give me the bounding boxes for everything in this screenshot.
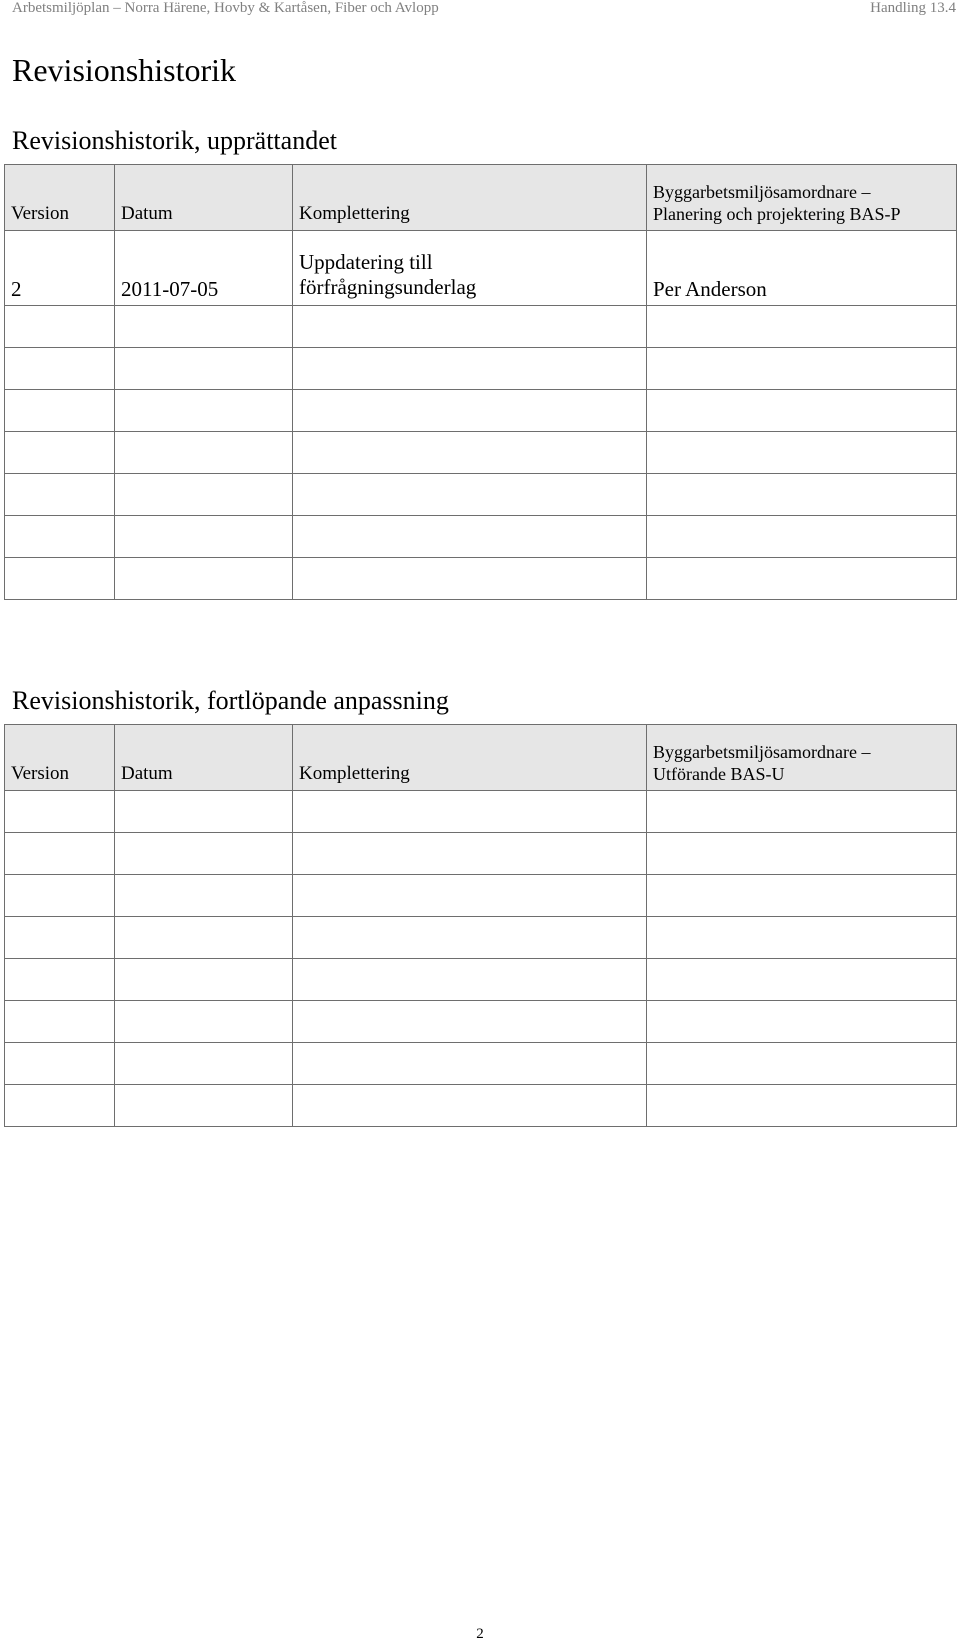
empty-cell	[5, 1001, 115, 1043]
empty-cell	[5, 917, 115, 959]
table-row-empty	[5, 833, 957, 875]
empty-cell	[293, 558, 647, 600]
empty-cell	[115, 348, 293, 390]
column-header-bas-p	[647, 165, 957, 231]
table-row-empty	[5, 791, 957, 833]
table-row-empty	[5, 959, 957, 1001]
table-row-empty	[5, 306, 957, 348]
empty-cell	[293, 833, 647, 875]
empty-cell	[647, 1085, 957, 1127]
empty-cell	[115, 1001, 293, 1043]
empty-cell	[293, 348, 647, 390]
section-title-upprattandet: Revisionshistorik, upprättandet	[12, 126, 337, 155]
empty-cell	[115, 917, 293, 959]
cell-komplettering	[293, 231, 647, 306]
column-header-bas-line1: Byggarbetsmiljösamordnare –	[653, 182, 871, 202]
empty-cell	[293, 432, 647, 474]
table-row-empty	[5, 1085, 957, 1127]
page-number: 2	[476, 1626, 484, 1642]
empty-cell	[115, 791, 293, 833]
table-row-empty	[5, 1043, 957, 1085]
empty-cell	[647, 917, 957, 959]
table-row	[5, 231, 957, 306]
header-document-title: Arbetsmiljöplan – Norra Härene, Hovby & Kartåsen, Fiber och Avlopp	[12, 0, 439, 16]
empty-cell	[5, 558, 115, 600]
empty-cell	[5, 791, 115, 833]
empty-cell	[647, 875, 957, 917]
empty-cell	[5, 959, 115, 1001]
empty-cell	[115, 516, 293, 558]
table-row-empty	[5, 558, 957, 600]
empty-cell	[5, 516, 115, 558]
empty-cell	[5, 1085, 115, 1127]
table-row-empty	[5, 348, 957, 390]
column-header-bas-line2: Planering och projektering BAS-P	[653, 204, 901, 224]
column-header-bas-line2: Utförande BAS-U	[653, 764, 785, 784]
empty-cell	[293, 959, 647, 1001]
empty-cell	[115, 390, 293, 432]
empty-cell	[5, 390, 115, 432]
page-title: Revisionshistorik	[12, 52, 237, 88]
empty-cell	[293, 516, 647, 558]
empty-cell	[293, 306, 647, 348]
empty-cell	[115, 833, 293, 875]
table-header-row	[5, 725, 957, 791]
empty-cell	[293, 1043, 647, 1085]
cell-version: 2	[5, 231, 115, 306]
revision-table-upprattandet	[4, 164, 957, 600]
empty-cell	[647, 959, 957, 1001]
header-document-number: Handling 13.4	[870, 0, 956, 16]
cell-bas: Per Anderson	[647, 231, 957, 306]
empty-cell	[5, 833, 115, 875]
empty-cell	[647, 833, 957, 875]
table-header-row	[5, 165, 957, 231]
empty-cell	[115, 875, 293, 917]
table-row-empty	[5, 917, 957, 959]
table-row-empty	[5, 390, 957, 432]
empty-cell	[5, 1043, 115, 1085]
empty-cell	[5, 875, 115, 917]
empty-cell	[5, 348, 115, 390]
empty-cell	[647, 1043, 957, 1085]
empty-cell	[647, 348, 957, 390]
empty-cell	[5, 432, 115, 474]
empty-cell	[647, 791, 957, 833]
empty-cell	[115, 306, 293, 348]
table-row-empty	[5, 1001, 957, 1043]
empty-cell	[647, 558, 957, 600]
empty-cell	[647, 390, 957, 432]
column-header-bas-u	[647, 725, 957, 791]
column-header-version: Version	[5, 165, 115, 231]
empty-cell	[293, 390, 647, 432]
empty-cell	[293, 917, 647, 959]
column-header-datum: Datum	[115, 725, 293, 791]
empty-cell	[115, 1043, 293, 1085]
empty-cell	[293, 1085, 647, 1127]
column-header-version: Version	[5, 725, 115, 791]
column-header-datum: Datum	[115, 165, 293, 231]
empty-cell	[647, 474, 957, 516]
empty-cell	[115, 432, 293, 474]
empty-cell	[293, 1001, 647, 1043]
cell-datum: 2011-07-05	[115, 231, 293, 306]
section-title-fortlopande: Revisionshistorik, fortlöpande anpassning	[12, 686, 449, 715]
empty-cell	[647, 1001, 957, 1043]
empty-cell	[115, 474, 293, 516]
empty-cell	[293, 875, 647, 917]
table-row-empty	[5, 432, 957, 474]
empty-cell	[5, 474, 115, 516]
empty-cell	[115, 558, 293, 600]
table-row-empty	[5, 516, 957, 558]
empty-cell	[647, 516, 957, 558]
empty-cell	[293, 474, 647, 516]
empty-cell	[115, 1085, 293, 1127]
cell-komplettering-line1: Uppdatering till	[299, 250, 433, 274]
empty-cell	[647, 306, 957, 348]
empty-cell	[293, 791, 647, 833]
column-header-bas-line1: Byggarbetsmiljösamordnare –	[653, 742, 871, 762]
table-row-empty	[5, 474, 957, 516]
revision-table-fortlopande	[4, 724, 957, 1127]
column-header-komplettering: Komplettering	[293, 725, 647, 791]
column-header-komplettering: Komplettering	[293, 165, 647, 231]
cell-komplettering-line2: förfrågningsunderlag	[299, 275, 477, 299]
empty-cell	[115, 959, 293, 1001]
running-header	[12, 0, 956, 20]
empty-cell	[647, 432, 957, 474]
table-row-empty	[5, 875, 957, 917]
empty-cell	[5, 306, 115, 348]
